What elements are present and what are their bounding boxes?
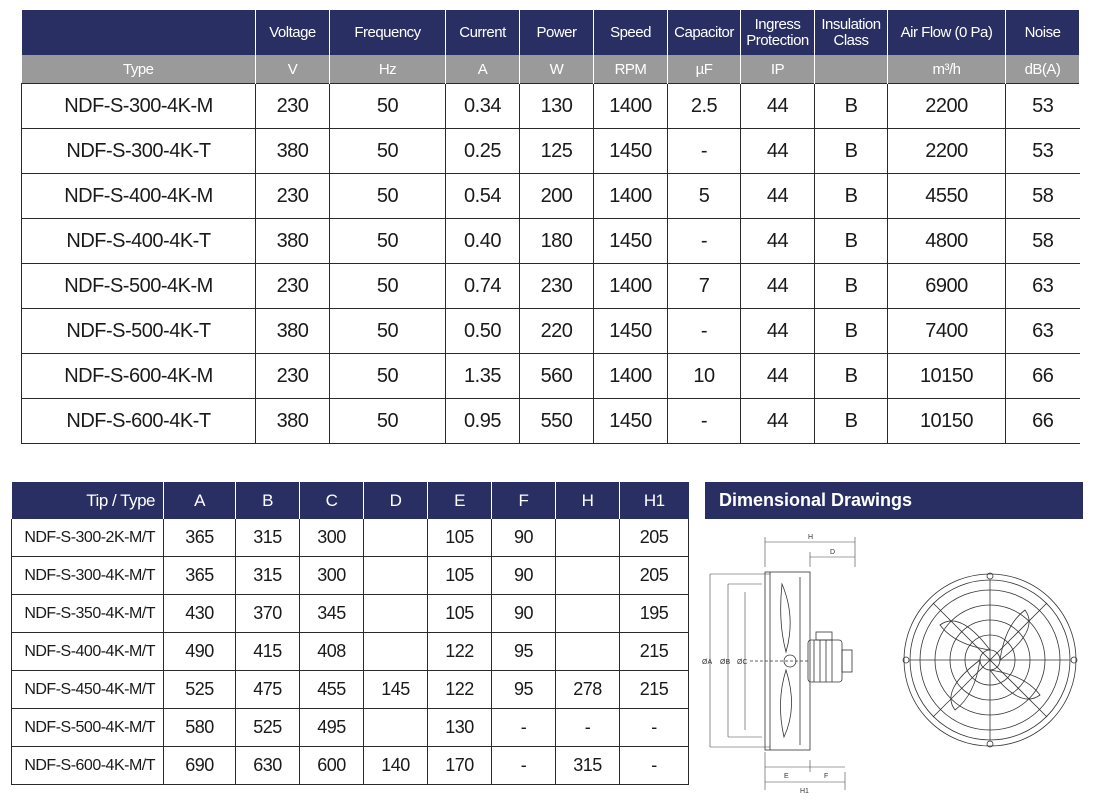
spec-value-cell: 380 (256, 219, 330, 264)
spec-value-cell: 1400 (594, 174, 668, 219)
spec-header-cell: Power (520, 10, 594, 55)
spec-header-cell: Air Flow (0 Pa) (888, 10, 1006, 55)
dimension-table-row (12, 709, 689, 747)
spec-value-cell: 1450 (594, 219, 668, 264)
dimension-value-cell (556, 519, 620, 557)
dimension-value-cell: 215 (620, 671, 689, 709)
dimension-value-cell: 105 (428, 519, 492, 557)
spec-value-cell: 1400 (594, 264, 668, 309)
dimension-table-row (12, 747, 689, 785)
spec-unit-cell: V (256, 55, 330, 84)
dim-label-h1: H1 (800, 788, 809, 795)
dimension-value-cell: 365 (164, 557, 236, 595)
spec-value-cell: - (668, 219, 741, 264)
spec-value-cell: 50 (330, 129, 446, 174)
dimension-value-cell: - (620, 709, 689, 747)
spec-value-cell: 63 (1006, 264, 1080, 309)
dim-label-c: ØC (737, 659, 748, 666)
dimension-table (11, 482, 689, 785)
dimension-value-cell: 525 (164, 671, 236, 709)
spec-unit-cell (815, 55, 888, 84)
fan-front-view-drawing (900, 570, 1080, 750)
dimension-value-cell: 430 (164, 595, 236, 633)
dimension-table-row (12, 595, 689, 633)
dimension-table-row (12, 671, 689, 709)
spec-value-cell: 66 (1006, 399, 1080, 444)
spec-unit-cell: IP (741, 55, 815, 84)
spec-value-cell: 50 (330, 264, 446, 309)
dimension-header-cell: D (364, 482, 428, 519)
spec-table-row (22, 399, 1080, 444)
spec-value-cell: - (668, 129, 741, 174)
dimension-value-cell: 90 (492, 519, 556, 557)
spec-unit-cell: m³/h (888, 55, 1006, 84)
dimension-value-cell: 300 (300, 557, 364, 595)
dimension-header-cell: F (492, 482, 556, 519)
spec-value-cell: 1400 (594, 354, 668, 399)
spec-header-cell: Speed (594, 10, 668, 55)
spec-model-cell: NDF-S-500-4K-M (22, 264, 256, 309)
dimension-header-cell: A (164, 482, 236, 519)
spec-value-cell: 0.95 (446, 399, 520, 444)
spec-model-cell: NDF-S-300-4K-T (22, 129, 256, 174)
dimension-value-cell: 365 (164, 519, 236, 557)
spec-value-cell: 0.25 (446, 129, 520, 174)
spec-value-cell: 4550 (888, 174, 1006, 219)
spec-value-cell: 44 (741, 84, 815, 129)
spec-value-cell: 0.40 (446, 219, 520, 264)
spec-units-row (22, 55, 1080, 84)
spec-header-cell: Frequency (330, 10, 446, 55)
dimension-value-cell: 415 (236, 633, 300, 671)
spec-unit-cell: Hz (330, 55, 446, 84)
spec-value-cell: 230 (256, 174, 330, 219)
spec-header-cell: Insulation Class (815, 10, 888, 55)
dimension-value-cell: 315 (556, 747, 620, 785)
dimension-value-cell (364, 709, 428, 747)
spec-model-cell: NDF-S-600-4K-T (22, 399, 256, 444)
fan-side-view-drawing (700, 522, 870, 800)
dimension-value-cell: 205 (620, 557, 689, 595)
dimension-table-body (12, 519, 689, 785)
dimension-model-cell: NDF-S-300-4K-M/T (12, 557, 164, 595)
spec-header-row (22, 10, 1080, 55)
spec-value-cell: 53 (1006, 84, 1080, 129)
spec-value-cell: B (815, 354, 888, 399)
dimension-value-cell (556, 557, 620, 595)
spec-value-cell: 44 (741, 219, 815, 264)
dimension-value-cell: 105 (428, 557, 492, 595)
dimension-value-cell: 215 (620, 633, 689, 671)
spec-unit-cell: W (520, 55, 594, 84)
dimension-value-cell: 630 (236, 747, 300, 785)
dimension-value-cell: - (492, 747, 556, 785)
dimension-value-cell: 315 (236, 519, 300, 557)
dimension-value-cell: 170 (428, 747, 492, 785)
spec-header-cell: Noise (1006, 10, 1080, 55)
spec-table-row (22, 309, 1080, 354)
spec-value-cell: 2200 (888, 129, 1006, 174)
dimension-header-cell: E (428, 482, 492, 519)
spec-value-cell: 230 (256, 84, 330, 129)
spec-value-cell: B (815, 84, 888, 129)
dim-label-a: ØA (702, 659, 713, 666)
spec-value-cell: 200 (520, 174, 594, 219)
dimension-value-cell: 345 (300, 595, 364, 633)
spec-value-cell: 5 (668, 174, 741, 219)
spec-table-row (22, 354, 1080, 399)
dimension-value-cell: 122 (428, 633, 492, 671)
dimension-value-cell: 455 (300, 671, 364, 709)
dimension-value-cell: - (620, 747, 689, 785)
dimension-value-cell: 525 (236, 709, 300, 747)
spec-value-cell: 50 (330, 354, 446, 399)
spec-table-row (22, 174, 1080, 219)
dimension-model-cell: NDF-S-400-4K-M/T (12, 633, 164, 671)
dim-label-h: H (808, 534, 814, 541)
spec-value-cell: 44 (741, 399, 815, 444)
spec-value-cell: 44 (741, 174, 815, 219)
spec-model-cell: NDF-S-400-4K-M (22, 174, 256, 219)
spec-table-row (22, 264, 1080, 309)
dim-label-e: E (784, 773, 789, 780)
dimension-value-cell: 315 (236, 557, 300, 595)
dimension-value-cell: 95 (492, 671, 556, 709)
spec-value-cell: B (815, 219, 888, 264)
spec-value-cell: 50 (330, 219, 446, 264)
spec-value-cell: 230 (256, 354, 330, 399)
spec-value-cell: - (668, 309, 741, 354)
spec-value-cell: 10150 (888, 399, 1006, 444)
dimension-value-cell: 690 (164, 747, 236, 785)
dimension-value-cell: 140 (364, 747, 428, 785)
dimension-value-cell: 90 (492, 557, 556, 595)
dimension-value-cell: 105 (428, 595, 492, 633)
spec-model-cell: NDF-S-400-4K-T (22, 219, 256, 264)
spec-value-cell: 44 (741, 264, 815, 309)
dimension-value-cell: 300 (300, 519, 364, 557)
dim-label-b: ØB (720, 659, 731, 666)
spec-value-cell: 53 (1006, 129, 1080, 174)
spec-value-cell: 66 (1006, 354, 1080, 399)
spec-value-cell: 50 (330, 84, 446, 129)
spec-value-cell: 2.5 (668, 84, 741, 129)
spec-header-cell: Capacitor (668, 10, 741, 55)
spec-value-cell: 0.34 (446, 84, 520, 129)
spec-value-cell: 130 (520, 84, 594, 129)
dimension-value-cell: 475 (236, 671, 300, 709)
spec-value-cell: 7 (668, 264, 741, 309)
dimension-value-cell (556, 633, 620, 671)
dimension-value-cell: 408 (300, 633, 364, 671)
spec-value-cell: 44 (741, 309, 815, 354)
spec-value-cell: B (815, 399, 888, 444)
spec-value-cell: 1.35 (446, 354, 520, 399)
spec-value-cell: 10150 (888, 354, 1006, 399)
spec-value-cell: B (815, 129, 888, 174)
dimension-model-cell: NDF-S-300-2K-M/T (12, 519, 164, 557)
spec-value-cell: 50 (330, 174, 446, 219)
dimension-value-cell (364, 557, 428, 595)
dimension-value-cell: 205 (620, 519, 689, 557)
spec-value-cell: 1450 (594, 399, 668, 444)
spec-value-cell: 125 (520, 129, 594, 174)
dimension-value-cell: 122 (428, 671, 492, 709)
spec-value-cell: B (815, 174, 888, 219)
dimension-value-cell: 600 (300, 747, 364, 785)
dimension-table-row (12, 633, 689, 671)
dimension-value-cell: 195 (620, 595, 689, 633)
spec-value-cell: B (815, 309, 888, 354)
spec-value-cell: 550 (520, 399, 594, 444)
spec-table-row (22, 219, 1080, 264)
spec-value-cell: 220 (520, 309, 594, 354)
dimension-header-cell: B (236, 482, 300, 519)
spec-value-cell: 50 (330, 399, 446, 444)
spec-value-cell: 10 (668, 354, 741, 399)
dimension-model-cell: NDF-S-500-4K-M/T (12, 709, 164, 747)
dimension-value-cell: 278 (556, 671, 620, 709)
dimension-value-cell: 580 (164, 709, 236, 747)
dimension-value-cell: 90 (492, 595, 556, 633)
spec-value-cell: 230 (256, 264, 330, 309)
spec-value-cell: 58 (1006, 219, 1080, 264)
spec-header-cell: Ingress Protection (741, 10, 815, 55)
dimension-value-cell: - (492, 709, 556, 747)
dimension-model-cell: NDF-S-450-4K-M/T (12, 671, 164, 709)
spec-value-cell: 1450 (594, 129, 668, 174)
dimension-value-cell (364, 633, 428, 671)
dimension-model-cell: NDF-S-600-4K-M/T (12, 747, 164, 785)
spec-unit-cell: µF (668, 55, 741, 84)
spec-table-row (22, 84, 1080, 129)
spec-value-cell: B (815, 264, 888, 309)
dimension-value-cell: 495 (300, 709, 364, 747)
dim-label-f: F (824, 773, 829, 780)
spec-value-cell: 4800 (888, 219, 1006, 264)
spec-value-cell: 380 (256, 309, 330, 354)
spec-model-cell: NDF-S-600-4K-M (22, 354, 256, 399)
spec-unit-cell: A (446, 55, 520, 84)
spec-value-cell: 0.54 (446, 174, 520, 219)
dimensional-drawings-title: Dimensional Drawings (705, 482, 1083, 519)
spec-value-cell: 44 (741, 354, 815, 399)
spec-table-body (22, 84, 1080, 444)
spec-unit-cell: dB(A) (1006, 55, 1080, 84)
dimension-table-row (12, 519, 689, 557)
spec-table-row (22, 129, 1080, 174)
dimension-value-cell: 145 (364, 671, 428, 709)
spec-value-cell: 7400 (888, 309, 1006, 354)
spec-unit-cell: RPM (594, 55, 668, 84)
dimension-header-cell: C (300, 482, 364, 519)
dimension-model-cell: NDF-S-350-4K-M/T (12, 595, 164, 633)
spec-header-cell: Current (446, 10, 520, 55)
dimension-value-cell (364, 595, 428, 633)
spec-value-cell: 560 (520, 354, 594, 399)
spec-value-cell: 0.74 (446, 264, 520, 309)
spec-value-cell: 380 (256, 129, 330, 174)
dim-label-d: D (830, 549, 836, 556)
spec-type-column-header: Type (22, 55, 256, 84)
dimension-value-cell: - (556, 709, 620, 747)
dimension-header-cell: H (556, 482, 620, 519)
spec-value-cell: 0.50 (446, 309, 520, 354)
spec-value-cell: 380 (256, 399, 330, 444)
spec-header-cell: Voltage (256, 10, 330, 55)
dimension-header-row (12, 482, 689, 519)
spec-value-cell: 230 (520, 264, 594, 309)
spec-model-cell: NDF-S-500-4K-T (22, 309, 256, 354)
dimension-header-cell: H1 (620, 482, 689, 519)
spec-value-cell: 50 (330, 309, 446, 354)
spec-model-cell: NDF-S-300-4K-M (22, 84, 256, 129)
dimension-value-cell: 490 (164, 633, 236, 671)
spec-header-cell (22, 10, 256, 55)
spec-value-cell: - (668, 399, 741, 444)
spec-value-cell: 44 (741, 129, 815, 174)
dimension-value-cell (364, 519, 428, 557)
fan-spec-table (21, 10, 1080, 444)
spec-value-cell: 2200 (888, 84, 1006, 129)
dimension-type-header: Tip / Type (12, 482, 164, 519)
spec-value-cell: 6900 (888, 264, 1006, 309)
spec-value-cell: 1450 (594, 309, 668, 354)
dimension-value-cell (556, 595, 620, 633)
spec-value-cell: 1400 (594, 84, 668, 129)
dimension-value-cell: 130 (428, 709, 492, 747)
dimension-value-cell: 370 (236, 595, 300, 633)
spec-value-cell: 63 (1006, 309, 1080, 354)
dimension-table-row (12, 557, 689, 595)
spec-value-cell: 58 (1006, 174, 1080, 219)
dimension-value-cell: 95 (492, 633, 556, 671)
spec-value-cell: 180 (520, 219, 594, 264)
